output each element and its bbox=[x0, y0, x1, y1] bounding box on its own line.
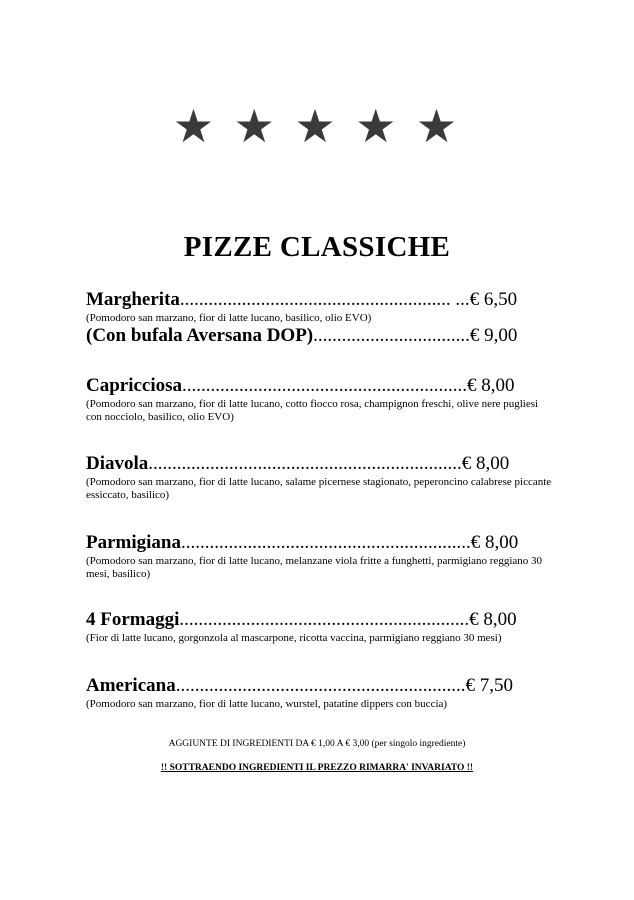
item-description: (Pomodoro san marzano, fior di latte lucano, melanzane viola fritte a funghetti, parmigiano reggiano 30 mesi, basilico) bbox=[86, 555, 543, 580]
star-icon: ★ bbox=[294, 101, 340, 152]
item-name: Americana bbox=[86, 675, 176, 696]
leader-dots: ............................................................ bbox=[182, 375, 468, 396]
leader-dots: ......................................................... ... bbox=[179, 289, 470, 310]
item-description: (Pomodoro san marzano, fior di latte lucano, salame picernese stagionato, peperoncino calabrese piccante essiccato, basilico) bbox=[86, 476, 552, 501]
additions-note: AGGIUNTE DI INGREDIENTI DA € 1,00 A € 3,00 (per singolo ingrediente) bbox=[168, 739, 466, 749]
price-warning: !! SOTTRAENDO INGREDIENTI IL PREZZO RIMARRA' INVARIATO !! bbox=[160, 763, 474, 773]
item-name: Parmigiana bbox=[86, 532, 181, 553]
item-price: € 6,50 bbox=[469, 289, 518, 310]
menu-item-capricciosa bbox=[86, 375, 556, 424]
menu-item-parmigiana bbox=[86, 532, 556, 581]
item-description: (Pomodoro san marzano, fior di latte lucano, wurstel, patatine dippers con buccia) bbox=[86, 698, 448, 710]
menu-item-margherita bbox=[86, 289, 556, 325]
item-description: (Pomodoro san marzano, fior di latte lucano, basilico, olio EVO) bbox=[86, 312, 372, 324]
menu-item-bufala-variant bbox=[86, 325, 556, 347]
item-name: Margherita bbox=[86, 289, 180, 310]
leader-dots: ............................................................. bbox=[175, 675, 466, 696]
item-price: € 8,00 bbox=[469, 609, 517, 630]
star-icon: ★ bbox=[415, 101, 462, 152]
star-icon: ★ bbox=[355, 101, 401, 152]
item-price: € 8,00 bbox=[461, 453, 510, 474]
item-price: € 9,00 bbox=[469, 325, 518, 346]
item-price: € 8,00 bbox=[470, 532, 519, 553]
item-name: Capricciosa bbox=[86, 375, 183, 396]
page-title: PIZZE CLASSICHE bbox=[183, 231, 451, 263]
item-name: (Con bufala Aversana DOP) bbox=[86, 325, 314, 346]
menu-item-4-formaggi bbox=[86, 609, 556, 645]
leader-dots: ................................. bbox=[313, 325, 470, 346]
menu-item-diavola bbox=[86, 453, 556, 502]
item-description: (Fior di latte lucano, gorgonzola al mascarpone, ricotta vaccina, parmigiano reggiano 30 mesi) bbox=[86, 632, 502, 644]
item-name: 4 Formaggi bbox=[86, 609, 180, 630]
leader-dots: .................................................................. bbox=[148, 453, 462, 474]
leader-dots: ............................................................. bbox=[179, 609, 470, 630]
star-icon: ★ bbox=[172, 101, 219, 152]
item-name: Diavola bbox=[86, 453, 149, 474]
star-rating bbox=[0, 101, 634, 152]
item-price: € 7,50 bbox=[465, 675, 513, 696]
menu-item-americana bbox=[86, 675, 556, 711]
item-description: (Pomodoro san marzano, fior di latte lucano, cotto fiocco rosa, champignon freschi, olive nere pugliesi con nocciolo, basilico, olio EVO) bbox=[86, 398, 539, 423]
item-price: € 8,00 bbox=[467, 375, 515, 396]
leader-dots: ............................................................. bbox=[181, 532, 471, 553]
star-icon: ★ bbox=[233, 101, 279, 152]
